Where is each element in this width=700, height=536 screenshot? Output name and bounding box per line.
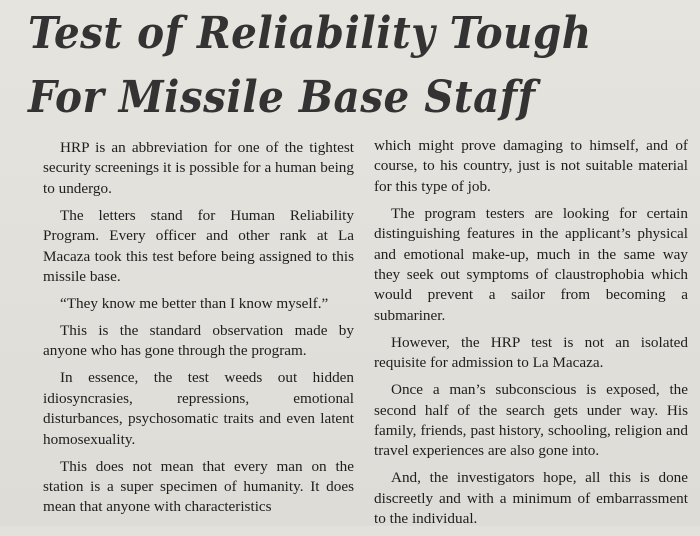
headline-line-1: Test of Reliability Tough	[28, 8, 592, 59]
paragraph: HRP is an abbreviation for one of the tightest security screenings it is possible for a human being to undergo.	[43, 139, 354, 197]
paragraph: Once a man’s subconscious is exposed, the second half of the search gets under way. His family, friends, past history, schooling, religion and travel experiences are also gone into.	[374, 381, 688, 460]
paragraph: “They know me better than I know myself.”	[60, 295, 329, 313]
headline-line-2: For Missile Base Staff	[28, 72, 536, 123]
paragraph: However, the HRP test is not an isolated requisite for admission to La Macaza.	[374, 333, 688, 372]
paragraph: This does not mean that every man on the station is a super specimen of humanity. It does mean that anyone with characteristics	[43, 457, 354, 516]
paragraph: In essence, the test weeds out hidden idiosyncrasies, repressions, emotional disturbances, psychosomatic traits and even latent homosexuality.	[43, 369, 354, 448]
paragraph: The program testers are looking for certain distinguishing features in the applicant’s physical and emotional make-up, much in the same way they seek out symptoms of claustrophobia which would prevent a sailor from becoming a submariner.	[374, 204, 688, 324]
article-column-left	[43, 138, 354, 524]
article-column-right	[374, 136, 688, 536]
paragraph: The letters stand for Human Reliability Program. Every officer and other rank at La Macaza took this test before being assigned to this missile base.	[43, 206, 354, 286]
paragraph: This is the standard observation made by anyone who has gone through the program.	[43, 322, 354, 360]
paragraph: And, the investigators hope, all this is done discreetly and with a minimum of embarrassment to the individual.	[374, 469, 688, 528]
paragraph-continued: which might prove damaging to himself, and of course, to his country, just is not suitable material for this type of job.	[374, 137, 688, 195]
